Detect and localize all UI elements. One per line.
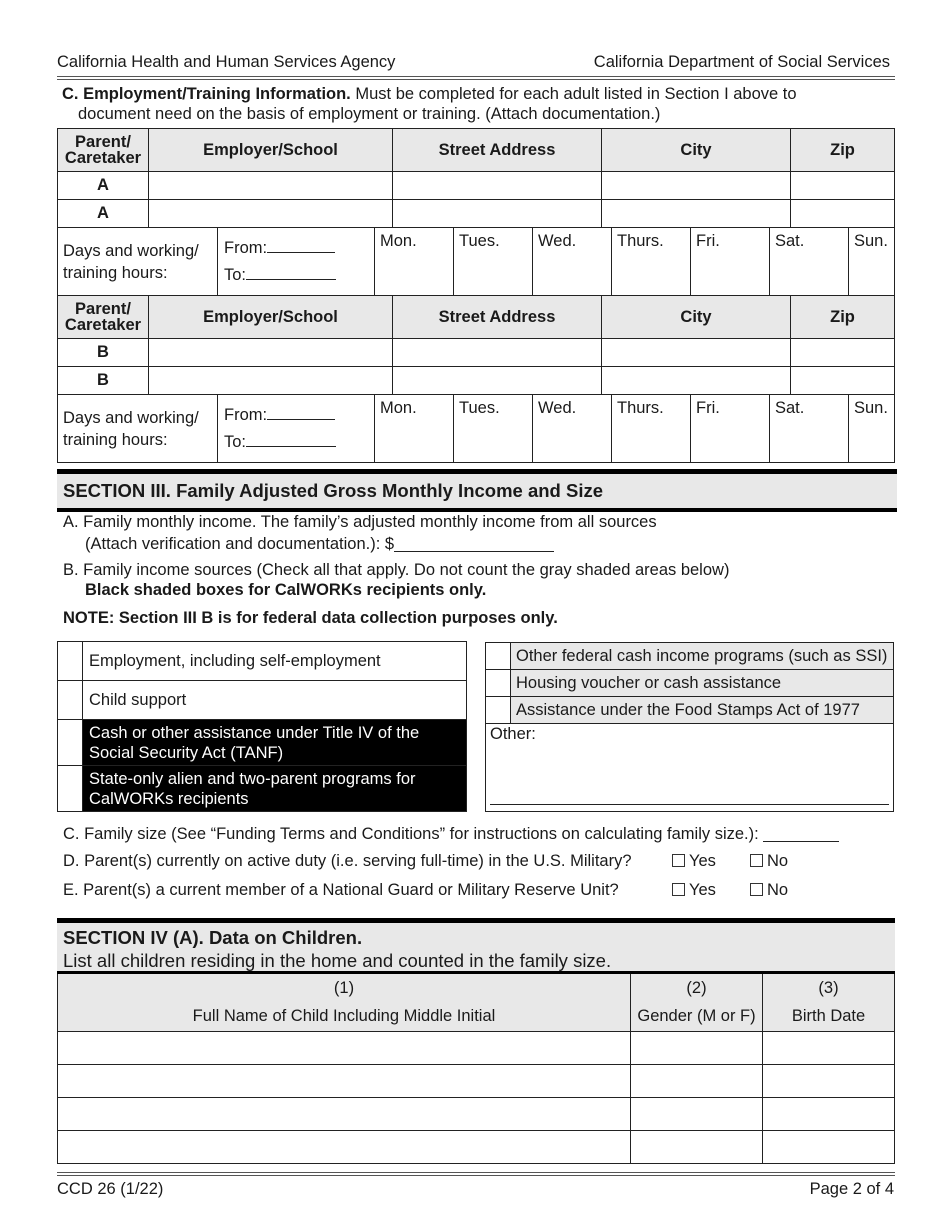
- day-tues[interactable]: Tues.: [454, 228, 533, 296]
- income-a-line2: (Attach verification and documentation.): $: [85, 533, 554, 554]
- day-fri[interactable]: Fri.: [691, 395, 770, 463]
- section-iv-title: SECTION IV (A). Data on Children.: [63, 927, 363, 948]
- active-duty-yes[interactable]: Yes: [672, 852, 716, 871]
- income-note: NOTE: Section III B is for federal data collection purposes only.: [63, 609, 558, 627]
- child-support-checkbox[interactable]: [58, 681, 83, 720]
- col-gender: (2) Gender (M or F): [631, 973, 763, 1032]
- day-sun[interactable]: Sun.: [849, 395, 895, 463]
- days-label: Days and working/ training hours:: [58, 395, 218, 463]
- other-line: [490, 804, 889, 805]
- child-birth-date-field[interactable]: [763, 1131, 895, 1164]
- col-city: City: [602, 296, 791, 339]
- section-iii-title: SECTION III. Family Adjusted Gross Monthly Income and Size: [57, 469, 897, 512]
- guard-no[interactable]: No: [750, 881, 788, 900]
- zip-b2-field[interactable]: [791, 367, 895, 395]
- guard-yes[interactable]: Yes: [672, 881, 716, 900]
- state-only-label: State-only alien and two-parent programs for CalWORKs recipients: [83, 766, 467, 812]
- day-wed[interactable]: Wed.: [533, 395, 612, 463]
- address-a1-field[interactable]: [393, 172, 602, 200]
- child-name-field[interactable]: [58, 1032, 631, 1065]
- child-name-field[interactable]: [58, 1131, 631, 1164]
- day-mon[interactable]: Mon.: [375, 395, 454, 463]
- employer-b1-field[interactable]: [149, 339, 393, 367]
- parent-b-label: B: [58, 339, 149, 367]
- col-full-name: (1) Full Name of Child Including Middle Initial: [58, 973, 631, 1032]
- col-parent-caretaker: Parent/ Caretaker: [58, 129, 149, 172]
- housing-checkbox[interactable]: [486, 670, 511, 697]
- yes-checkbox-icon[interactable]: [672, 854, 685, 867]
- day-fri[interactable]: Fri.: [691, 228, 770, 296]
- income-b-line2: Black shaded boxes for CalWORKs recipients only.: [85, 581, 487, 599]
- child-birth-date-field[interactable]: [763, 1065, 895, 1098]
- address-a2-field[interactable]: [393, 200, 602, 228]
- col-zip: Zip: [791, 296, 895, 339]
- ssi-label: Other federal cash income programs (such as SSI): [511, 643, 894, 670]
- col-street-address: Street Address: [393, 296, 602, 339]
- address-b1-field[interactable]: [393, 339, 602, 367]
- employment-table-a: [57, 128, 895, 228]
- no-checkbox-icon[interactable]: [750, 883, 763, 896]
- city-a2-field[interactable]: [602, 200, 791, 228]
- col-city: City: [602, 129, 791, 172]
- col-parent-caretaker: Parent/ Caretaker: [58, 296, 149, 339]
- tanf-label: Cash or other assistance under Title IV of the Social Security Act (TANF): [83, 720, 467, 766]
- child-gender-field[interactable]: [631, 1032, 763, 1065]
- child-name-field[interactable]: [58, 1065, 631, 1098]
- tanf-checkbox[interactable]: [58, 720, 83, 766]
- day-wed[interactable]: Wed.: [533, 228, 612, 296]
- parent-a-label: A: [58, 172, 149, 200]
- housing-label: Housing voucher or cash assistance: [511, 670, 894, 697]
- monthly-income-field[interactable]: [394, 533, 554, 552]
- child-birth-date-field[interactable]: [763, 1032, 895, 1065]
- ssi-checkbox[interactable]: [486, 643, 511, 670]
- section-c-intro: [62, 85, 797, 104]
- active-duty-no[interactable]: No: [750, 852, 788, 871]
- table-row: [58, 1131, 895, 1164]
- zip-a1-field[interactable]: [791, 172, 895, 200]
- days-label: Days and working/ training hours:: [58, 228, 218, 296]
- income-b-line1: B. Family income sources (Check all that apply. Do not count the gray shaded areas below): [63, 561, 730, 579]
- address-b2-field[interactable]: [393, 367, 602, 395]
- child-gender-field[interactable]: [631, 1065, 763, 1098]
- day-sat[interactable]: Sat.: [770, 228, 849, 296]
- agency-name: California Health and Human Services Agency: [57, 53, 396, 71]
- form-number: CCD 26 (1/22): [57, 1180, 164, 1198]
- day-sun[interactable]: Sun.: [849, 228, 895, 296]
- col-zip: Zip: [791, 129, 895, 172]
- header-rule: [57, 76, 895, 80]
- day-mon[interactable]: Mon.: [375, 228, 454, 296]
- employer-a2-field[interactable]: [149, 200, 393, 228]
- day-thurs[interactable]: Thurs.: [612, 228, 691, 296]
- active-duty-line: D. Parent(s) currently on active duty (i.e. serving full-time) in the U.S. Military?: [63, 852, 632, 870]
- child-gender-field[interactable]: [631, 1098, 763, 1131]
- city-a1-field[interactable]: [602, 172, 791, 200]
- from-to-field[interactable]: From: To:: [218, 395, 375, 463]
- employment-checkbox[interactable]: [58, 642, 83, 681]
- table-row: [58, 1032, 895, 1065]
- employer-b2-field[interactable]: [149, 367, 393, 395]
- section-c-title: C. Employment/Training Information.: [62, 85, 351, 103]
- page-number: Page 2 of 4: [809, 1180, 894, 1198]
- family-size-field[interactable]: [763, 825, 839, 842]
- state-only-checkbox[interactable]: [58, 766, 83, 812]
- day-thurs[interactable]: Thurs.: [612, 395, 691, 463]
- zip-a2-field[interactable]: [791, 200, 895, 228]
- guard-line: E. Parent(s) a current member of a National Guard or Military Reserve Unit?: [63, 881, 619, 899]
- child-support-label: Child support: [83, 681, 467, 720]
- parent-b-label: B: [58, 367, 149, 395]
- no-checkbox-icon[interactable]: [750, 854, 763, 867]
- section-iv-subtitle: List all children residing in the home and counted in the family size.: [63, 950, 612, 971]
- parent-a-label: A: [58, 200, 149, 228]
- footer-rule: [57, 1172, 895, 1176]
- other-income-field[interactable]: [486, 724, 894, 812]
- col-birth-date: (3) Birth Date: [763, 973, 895, 1032]
- col-street-address: Street Address: [393, 129, 602, 172]
- food-stamps-label: Assistance under the Food Stamps Act of 1977: [511, 697, 894, 724]
- days-hours-table-b: [57, 394, 895, 463]
- family-size-line: C. Family size (See “Funding Terms and Conditions” for instructions on calculating family size.):: [63, 825, 839, 844]
- income-a-line1: A. Family monthly income. The family’s adjusted monthly income from all sources: [63, 513, 657, 531]
- child-birth-date-field[interactable]: [763, 1098, 895, 1131]
- col-employer-school: Employer/School: [149, 129, 393, 172]
- col-employer-school: Employer/School: [149, 296, 393, 339]
- other-label: Other:: [490, 725, 536, 743]
- income-sources-right: [485, 642, 894, 812]
- yes-checkbox-icon[interactable]: [672, 883, 685, 896]
- child-name-field[interactable]: [58, 1098, 631, 1131]
- from-to-field[interactable]: From: To:: [218, 228, 375, 296]
- child-gender-field[interactable]: [631, 1131, 763, 1164]
- table-row: [58, 1065, 895, 1098]
- department-name: California Department of Social Services: [593, 53, 890, 71]
- children-table: [57, 971, 895, 1164]
- section-c-text2: document need on the basis of employment or training. (Attach documentation.): [78, 105, 661, 123]
- section-c-text: Must be completed for each adult listed in Section I above to: [350, 85, 797, 103]
- day-sat[interactable]: Sat.: [770, 395, 849, 463]
- city-b1-field[interactable]: [602, 339, 791, 367]
- city-b2-field[interactable]: [602, 367, 791, 395]
- income-sources-left: [57, 641, 467, 812]
- employer-a1-field[interactable]: [149, 172, 393, 200]
- food-stamps-checkbox[interactable]: [486, 697, 511, 724]
- table-row: [58, 1098, 895, 1131]
- section-iv-header: [57, 918, 895, 977]
- employment-table-b: [57, 295, 895, 395]
- day-tues[interactable]: Tues.: [454, 395, 533, 463]
- days-hours-table-a: [57, 227, 895, 296]
- employment-label: Employment, including self-employment: [83, 642, 467, 681]
- zip-b1-field[interactable]: [791, 339, 895, 367]
